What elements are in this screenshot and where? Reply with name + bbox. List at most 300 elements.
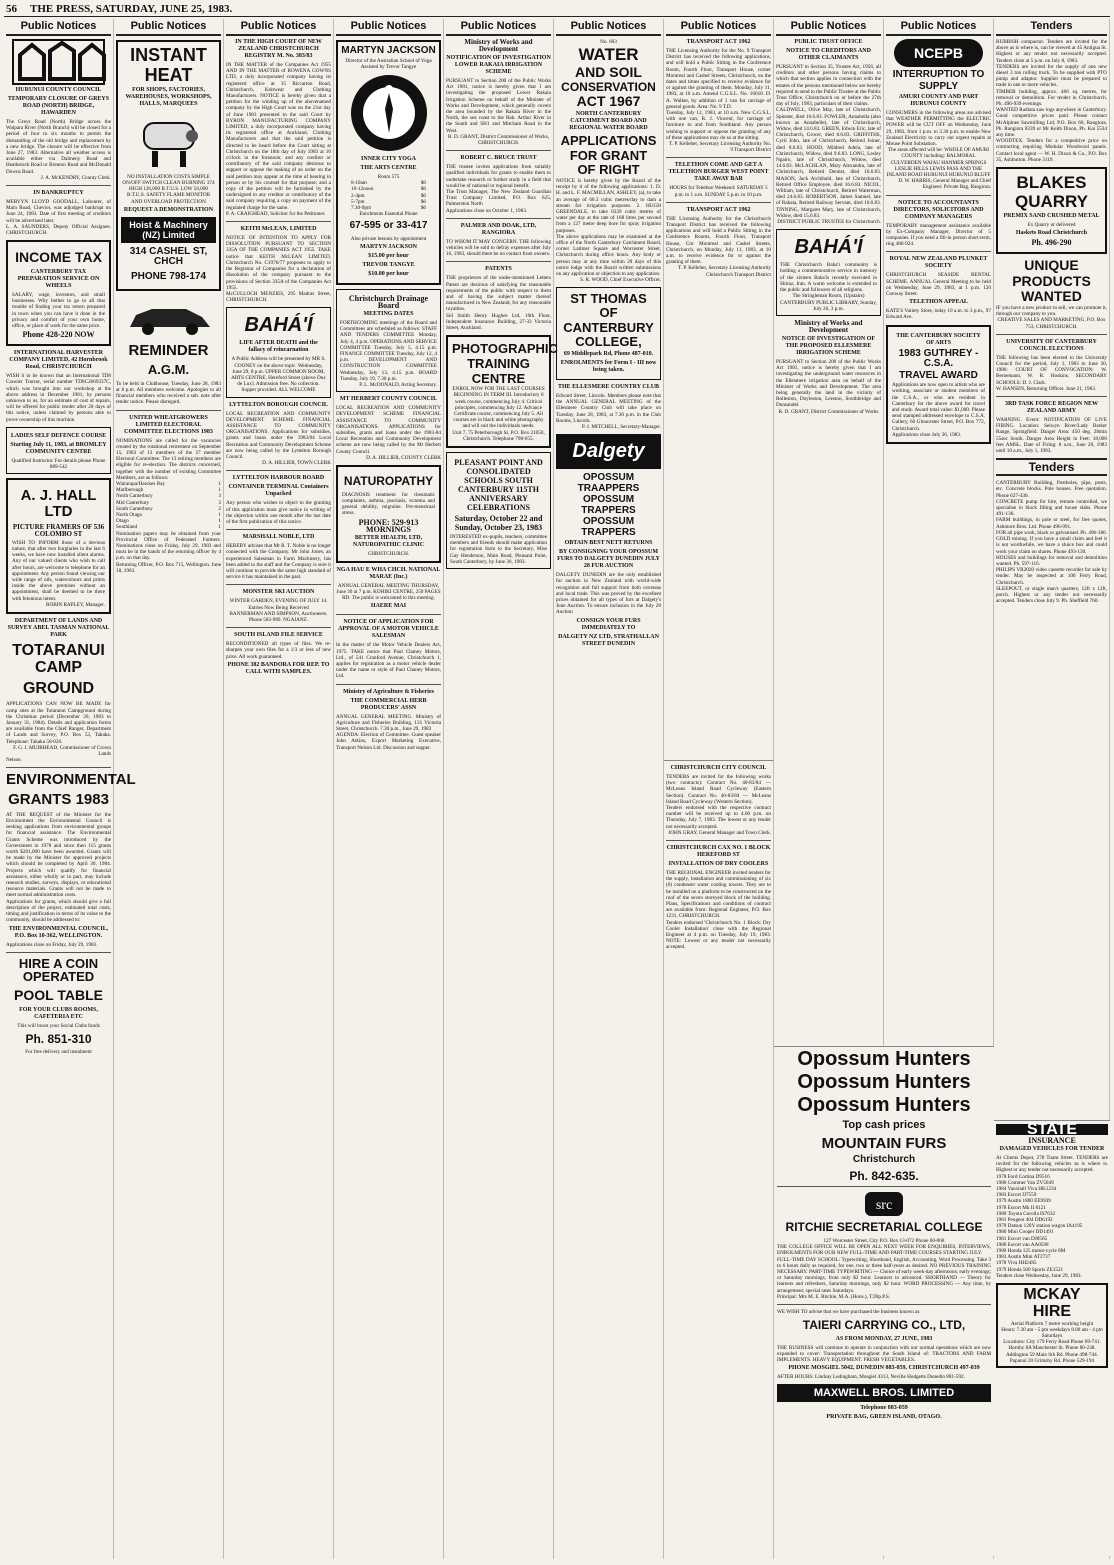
ritchie-body: THE COLLEGE OFFICE WILL BE OPEN ALL NEXT WEEK FOR ENQUIRIES, INTERVIEWS, ENROLMENTS FOR OUR NEW FULL-TIME AND PART-TIME COURSES STARTING JULY.	[777, 1244, 991, 1257]
env-heading-2: GRANTS 1983	[8, 791, 109, 809]
drainage-logo: Christchurch Drainage Board	[348, 294, 429, 311]
telethon-hours: HOURS for Telethon Weekend: SATURDAY 5 p.m. to 1 a.m. SUNDAY 5 p.m. to 10 p.m.	[669, 185, 768, 198]
vehicle-item: 1980 Escort van AA0598	[996, 1241, 1049, 1248]
uwc-heading: UNITED WHEATGROWERS LIMITED ELECTORAL COMMITTEE ELECTIONS 1983	[124, 414, 213, 435]
car-illustration	[126, 297, 211, 337]
unique-heading-1: UNIQUE	[1024, 256, 1079, 273]
harbour-sub: CONTAINER TERMINAL Containers Unpacked	[228, 484, 329, 498]
country-club-body: Edward Street, Lincoln. Members please note that the ANNUAL GENERAL MEETING of the Ellesmere Country Club will take place on Tuesday, June 28, 1983, at 7.30 p.m. in the Club Rooms, Lincoln.	[556, 392, 661, 424]
hurunui-logo	[12, 39, 105, 85]
pool-sub-2: This will boost your Social Clubs funds	[17, 1022, 100, 1029]
naturopathy-heading: NATUROPATHY	[343, 474, 434, 489]
photo-body: ENROL NOW FOR THE LAST COURSES BEGINNING IN TERM III. Introductory 8 week course, commencing July 4. Critical principles, commencing July 12. Advance Certificate course, commencing July 5. All courses are in black and white photography and will suit the individuals needs.	[452, 386, 545, 430]
env-body: AT THE REQUEST of the Minister for the Environment the Environmental Council is seeking applications from environmental groups for financial assistance. The Environmental Grants Scheme was introduced by the Government in 1978 and since then 115 grants worth $201,000 have been awarded. Grants will be made by the Minister for approved projects which should be completed by April 30, 1984. Projects which will qualify for financial assistance, either wholly or in part, may include research studies, surveys, displays, or educational resource materials. Grants will not be made to meet normal administration costs.	[6, 811, 111, 899]
public-trust-heading: PUBLIC TRUST OFFICE	[794, 39, 863, 45]
applications-heading-3: OF RIGHT	[577, 162, 640, 178]
district-name: North Canterbury	[116, 493, 153, 500]
bankruptcy-title: IN BANKRUPTCY	[33, 190, 84, 197]
hoist-address: 314 CASHEL ST, CHCH	[129, 245, 208, 268]
keith-heading: KEITH McLEAN, LIMITED	[240, 226, 317, 233]
opossum-line-2: OPOSSUM TRAPPERS	[581, 494, 636, 516]
bahai-logo: BAHÁ'Í	[244, 314, 313, 337]
csa-body: Applications are now open to artists who are working, associate or student members of the C.S.A., or who are resident in Canterbury for the above award for travel and study. Award total value: $1,000. Please send stamped addressed envelope to C.S.A. Gallery, 66 Gloucester Street, P.O. Box 772, Christchurch.	[892, 382, 985, 432]
marshall-heading: MARSHALL NOBLE, LTD	[242, 534, 315, 541]
closure-body: The Greys Road (North) Bridge across the Waipara River (North Branch) will be closed for a period of four to six months to permit the dismantling of the old bridge and replacement by a new bridge. The closure will be effective from June 27, 1983. Alternative all weather access is available either via Dalmeny Road and Heathstock Road or Brenton Road and McDonald Downs Road.	[6, 119, 111, 175]
mow-title-2: NOTICE OF INVESTIGATION OF THE PROPOSED ELLESMERE IRRIGATION SCHEME	[781, 335, 876, 356]
camp-place: Nelson	[6, 757, 21, 764]
yoga-teacher-2: MARTYN JACKSON	[360, 244, 417, 251]
blakes-heading-2: QUARRY	[1014, 191, 1089, 211]
env-body-2: Applications for grants, which should give a full description of the project, estimated total costs, timing and justification in terms of its value to the community, should be addressed to:	[6, 898, 111, 924]
applications-signer: S. R. WOOD, Chief Executive Officer.	[580, 277, 661, 284]
cax-title: INSTALLATION OF DRY COOLERS	[668, 861, 769, 868]
car-icon	[126, 297, 214, 337]
water-heading-1: WATER	[578, 45, 639, 65]
ritchie-address: 127 Worcester Street, City P.O. Box 13-072 Phone 60-068	[823, 1237, 945, 1244]
college-address: 69 Middlepark Rd, Phone 487-010.	[563, 350, 654, 357]
opossum-line-5: BY CONSIGNING YOUR OPOSSUM FURS TO DALGETY DUNEDIN JULY 28 FUR AUCTION	[557, 549, 660, 570]
interruption-signer: D. W. HARRIS, General Manager and Chief Engineer. Private Bag, Rangiora.	[898, 178, 991, 191]
naturopathy-clinic: BETTER HEALTH, LTD, NATUROPATHIC CLINIC	[352, 534, 425, 548]
ritchie-logo	[864, 1191, 904, 1217]
transport-body-2: Tuesday, July 12, 1983, at 10 a.m. New C.G.S.L. with one van, R. J. Vincent, for carriage of furniture to and from Southland. Any person wishing to support or oppose the granting of any of these applications may do so at the sitting.	[666, 110, 771, 141]
interruption-heading: INTERRUPTION TO	[892, 69, 985, 80]
pool-heading-1: HIRE A COIN OPERATED	[18, 955, 99, 985]
camp-heading-2: GROUND	[22, 679, 95, 697]
naturopathy-body: DIAGNOSIS treatment for rheumatic complaints, asthma, psoriasis, eczema and general debility, migraine. Pre-menstrual stress.	[342, 491, 435, 517]
timetable-fee: $6	[420, 180, 426, 187]
mow-title: NOTIFICATION OF INVESTIGATION LOWER RAKAIA IRRIGATION SCHEME	[446, 55, 551, 75]
opossum-line-3: OPOSSUM TRAPPERS	[581, 516, 636, 538]
mountain-furs: MOUNTAIN FURS	[821, 1134, 947, 1152]
column-4	[334, 19, 444, 1559]
uwc-body-2: Nomination papers may be obtained from your Provincial Office of Federated Farmers. Nominations close on Friday, July 29, 1983 and must be in the hands of the returning officer by 4 p.m. on that day.	[116, 530, 221, 562]
timetable-time: 2-4pm	[351, 192, 365, 199]
tax-service-name: CANTERBURY TAX PREPARATION SERVICE ON WHEELS	[17, 268, 100, 289]
bahai-logo-2: BAHÁ'Í	[794, 236, 863, 259]
pool-phone: Ph. 851-310	[25, 1031, 92, 1046]
mckay-logo-2: HIRE	[1032, 1302, 1072, 1320]
file-service-heading: SOUTH ISLAND FILE SERVICE	[234, 632, 323, 639]
mt-herbert-signer: D. A. HILLIER, COUNTY CLERK	[366, 454, 441, 461]
transport-2-heading: TRANSPORT ACT 1962	[686, 206, 751, 213]
council-name: HURUNUI COUNTY COUNCIL	[15, 87, 102, 93]
herb-body: ANNUAL GENERAL MEETING. Ministry of Agriculture and Fisheries Building, 131 Victoria Street, Christchurch. 7.30 p.m., June 29, 1983	[336, 713, 441, 732]
vehicle-item: 1979 Datsun 120Y station wagon IA4195	[996, 1223, 1083, 1230]
drainage-signer: P. L. McDONALD, Acting Secretary.	[359, 382, 437, 389]
vehicle-item: 1981 Peugeot 404 DD6192	[996, 1217, 1053, 1224]
tender-canterbury: CANTERBURY Building, Postholes, pipe, posts, etc. Concrete blocks. Pole houses. Free quotation. Phone 627-430.	[996, 480, 1107, 499]
accountants-body: TEMPORARY management assistance available by Ex-Company Manager, Director of 5 companies. If you need a fill-in person short-term, ring 486-924.	[886, 222, 991, 248]
state-logo-1: STATE	[996, 1124, 1108, 1135]
hall-signer: ROBIN RAPLEY, Manager.	[46, 601, 105, 608]
blakes-products: PREMIX SAND CRUSHED METAL	[1003, 212, 1100, 219]
closure-signer: J. A. McKENDRY, County Clerk.	[40, 174, 111, 181]
herb-heading: THE COMMERCIAL HERB PRODUCERS' ASSN	[350, 697, 427, 711]
heat-features: NO INSTALLATION COSTS SIMPLE ON/OFF SWITCH CLEAN BURNING 374 HIGH 126,000 B.T.U.S. LOW 56,000 B.T.U.S. SAFETY FLAME MONITOR AND OVERLOAD PROTECTION	[122, 173, 215, 205]
self-defence-contact: Qualified Instructor. For details please Phone 889-542	[11, 457, 106, 470]
opossum-consign: CONSIGN YOUR FURS IMMEDIATELY TO	[576, 617, 641, 631]
tender-concrete: CONCRETE pump for hire, remote controlled, we specialise in block filling and house slabs. Phone 491-136.	[996, 498, 1107, 518]
timetable-time: 5-7pm	[351, 198, 365, 205]
vehicle-item: 1984 Vauxhall Viva HK1234	[996, 1186, 1057, 1193]
vehicle-item: 1980 Commer Van ZV5049	[996, 1179, 1054, 1186]
yoga-emblem	[349, 73, 429, 153]
tender-houses: HOUSES and buildings for removal and demolition wanted. Ph. 597-116.	[996, 554, 1107, 567]
district-name: South Canterbury	[116, 505, 153, 512]
district-count: 3	[218, 493, 221, 500]
mt-herbert-body: LOCAL RECREATION AND COMMUNITY DEVELOPMENT SCHEME FINANCIAL ASSISTANCE TO COMMUNITY ORGANISATIONS. APPLICATIONS for subsidies, grants and loans under the 1983-84 Local Recreation and Community Development scheme are now being called by the Mt Herbert County Council.	[336, 405, 441, 455]
timetable-time: 7.30-9pm	[351, 204, 372, 211]
taieri-date: AS FROM MONDAY, 27 JUNE, 1983	[835, 1335, 933, 1342]
opossum-address: DALGETY NZ LTD, STRATHALLAN STREET DUNEDIN	[558, 633, 659, 647]
hoist-logo: Hoist & Machinery (NZ) Limited	[121, 217, 216, 243]
csa-award-1: 1983 GUTHREY - C.S.A.	[898, 347, 979, 370]
district-name: Otago	[116, 518, 129, 525]
patents-body: THE proprietors of the under-mentioned Letters Patent are desirous of satisfying the reasonable requirements of the public with respect to them and of having the subject matter thereof manufactured in New Zealand, for any reasonable royalties.	[446, 275, 551, 313]
city-council-signer: JOHN GRAY, General Manager and Town Clerk.	[668, 829, 771, 836]
ritchie-heading: RITCHIE SECRETARIAL COLLEGE	[785, 1220, 983, 1235]
column-header: Public Notices	[336, 19, 441, 36]
mckay-locations: Locations: City 179 Ferry Road Phone 69-741. Hornby 8A Manchester St. Phone 80-238. Addington 59 Main Sth Rd. Phone 498-744. Papanui 20 Grimsby Rd. Phone 529-194	[1003, 1339, 1101, 1364]
tenders-council-block	[664, 760, 774, 1556]
maxwell-telephone: Telephone 883-059	[860, 1404, 908, 1411]
tender-sleepout: SLEEPOUT, or single man's quarters, 12ft x 12ft, porch. Highest or any tender not necessarily accepted. Tenders close July 9. Ph. Sheffield 760.	[996, 585, 1107, 605]
mow-signer: R. D. GRANT, District Commissioner of Works, CHRISTCHURCH.	[447, 133, 550, 147]
catchment-board: NORTH CANTERBURY CATCHMENT BOARD AND REGIONAL WATER BOARD	[569, 111, 648, 132]
photo-heading-1: PHOTOGRAPHIC	[452, 341, 558, 357]
column-5	[444, 19, 558, 1559]
vehicle-item: 1980 Honda 125 motor-cycle 8M	[996, 1248, 1066, 1255]
telethon-appeal-heading: TELETHON APPEAL	[909, 299, 968, 306]
column-header: Tenders	[996, 19, 1107, 36]
reminder-heading: REMINDER	[128, 342, 209, 360]
tender-woodtex: WOODTEX. Tenders for a competitive price on contracting requiring Modular Woodwool panels. Contact local agent — W. H. Dixon & Co., P.O. Box 35, Ashburton. Phone 3119.	[996, 138, 1107, 163]
court-signer: P. A. CRAIGHEAD, Solicitor for the Petitioner.	[226, 210, 326, 217]
camp-body: APPLICATIONS CAN NOW BE MADE for camp sites at the Totaranui Campground during the Christmas period (December 20, 1983 to January 31, 1984). Details and application forms are available from the Chief Ranger, Department of Lands and Survey, P.O. Box 53, Takaka. Telephone: Takaka 58-026.	[6, 701, 111, 745]
blakes-delivery: Ex Quarry or delivered	[1027, 221, 1076, 228]
ncepb-logo: NCEPB	[894, 39, 983, 67]
opossum-line-1: OPOSSUM TRAAPPERS	[577, 472, 640, 494]
drainage-heading: MEETING DATES	[363, 311, 414, 318]
yoga-teacher: MARTYN JACKSON	[341, 45, 436, 56]
timetable-time: 8-10am	[351, 180, 367, 187]
env-closing: Applications close on Friday, July 29, 1983.	[6, 941, 98, 948]
page-number: 56	[6, 3, 17, 15]
naturopathy-phone: PHONE: 529-913 MORNINGS	[358, 517, 419, 534]
file-service-phone: PHONE 382 BANDORA FOR REP. TO CALL WITH SAMPLES.	[227, 661, 330, 675]
taieri-after-hours: AFTER HOURS: Lindsay Ledingham, Mosgiel 4313, Neville Hodgetts Dunedin 881-592.	[777, 1374, 965, 1381]
self-defence-title: LADIES SELF DEFENCE COURSE	[10, 432, 107, 439]
hall-heading: A. J. HALL LTD	[20, 487, 97, 520]
ski-auction-signer: BANNERMAN AND SIMPSON, Auctioneers. Phone 583-989. NGAIANZ.	[229, 610, 328, 623]
college-heading-3: COLLEGE,	[575, 334, 642, 350]
university-heading: UNIVERSITY OF CANTERBURY COUNCIL ELECTIONS	[1006, 338, 1097, 352]
state-title: DAMAGED VEHICLES FOR TENDER	[999, 1146, 1105, 1152]
herb-agenda: AGENDA: Election of Committee. Guest speaker John Atkins, Export Marketing Executive, Transport Nelson Ltd. Discussion and supper.	[336, 732, 441, 751]
src-logo-icon	[864, 1191, 904, 1217]
blakes-address: Haskets Road Christchurch	[1015, 229, 1088, 236]
pool-footer: For free delivery and instalment	[25, 1049, 92, 1056]
opossum-cash: Top cash prices	[842, 1119, 926, 1131]
page-title: THE PRESS, SATURDAY, JUNE 25, 1983.	[30, 3, 233, 15]
vehicle-item: 1978 Escort Mk II 8121	[996, 1204, 1046, 1211]
heater-illustration	[134, 111, 204, 171]
yoga-enrol: Enrolments Essential Phone	[359, 211, 418, 218]
army-body: WARNING. Event: NOTIFICATION OF LIVE FIRING. Location: Selwyn River/Lady Barker Range, Springfield. Danger Area: 450 deg. 28min 55sec South. Danger Area Height in Feet: 18,000 feet AMSL. Date of Firing: 8 a.m., June 28, 1983 until 10 a.m., July 1, 1983.	[996, 417, 1107, 455]
mt-herbert-heading: MT HERBERT COUNTY COUNCIL	[339, 396, 438, 403]
vehicle-item: 1979 Austin 1800 EE9939	[996, 1198, 1051, 1205]
university-body: THE following has been elected to the University Council for the period, July 1, 1983 to June 30, 1986: COURT OF CONVOCATION: W. Bernemann, W. R. Hoskins. SECONDARY SCHOOLS: D. J. Clark.	[996, 354, 1107, 386]
unique-heading-2: PRODUCTS	[1012, 272, 1091, 289]
heat-heading-1: INSTANT	[130, 45, 207, 65]
camp-signer: F. G. J. MUIRHEAD, Commissioner of Crown Lands	[13, 744, 111, 757]
tenders-mid-header: Tenders	[996, 458, 1107, 476]
opossum-hunters-2: Opossum Hunters	[797, 1071, 971, 1093]
lyttelton-body: LOCAL RECREATION AND COMMUNITY DEVELOPMENT SCHEME. FINANCIAL ASSISTANCE TO COMMUNITY ORGANISATIONS. Applications for subsidies, grants and loans under the 1983/84 Local Recreation and Community Development Scheme are now being called by the Lyttelton Borough Council.	[226, 410, 331, 460]
self-defence-dates: Starting July 11, 1983, at BROMLEY COMMUNITY CENTRE	[10, 441, 107, 455]
maf-logo: Ministry of Agriculture & Fisheries	[343, 688, 434, 695]
marae-body: ANNUAL GENERAL MEETING THURSDAY, June 30 at 7 p.m. KOHIKI CENTRE, 250 PAGES RD. The public is welcomed to this meeting.	[336, 582, 441, 602]
yoga-fee-1: $15.00 per hour	[368, 253, 409, 260]
state-logo-2: INSURANCE	[1028, 1136, 1076, 1145]
college-heading-1: ST THOMAS OF	[570, 291, 647, 321]
yoga-private: Also private lessons by appointment	[350, 235, 427, 242]
tender-gold: GOLD mining. If you have a small claim and feel it is not worthwhile, we have a sluice box and could work your claim on shares. Phone 493-130.	[996, 536, 1107, 555]
district-list	[116, 481, 221, 531]
state-close: Tenders close Wednesday, June 29, 1983.	[996, 1272, 1082, 1279]
estates-list: CALDWELL, Olive May, late of Christchurch, Spinster, died 16.6.83. FOWLER, Annabella (also known as Annabelle), late of Christchurch, Widow, died 14.6.83. GREEN, Edwin Eric, late of Christchurch, Grocer, died 8.6.83. GRIFFITHS, Cyril John, late of Christchurch, Retired Joiner, died 8.6.83. HOOD, Mildred Adela, late of Christchurch, Widow, died 9.6.83. LONG, Lesley Ngairo, late of Christchurch, Widow, died 14.6.83. McLACHLAN, Mary Alexandra, late of Christchurch, Retired Dentist, died 16.6.83. MASON, Jack Archibald, late of Christchurch, Retired Office Employee, died 16.6.83. NICOL, William, late of Christchurch, Retired Waterman, died 24.6.83. ROBERTSON, James Samuel, late of Rakaia, Retired Railway Servant, died 10.6.83. TINNING, Margaret Mary, late of Christchurch, Widow, died 15.6.83.	[776, 107, 881, 219]
mow-body-2: PURSUANT to Section 200 of the Public Works Act 1981, notice is hereby given that I am investigating the underground water resources in the Ellesmere irrigation area on behalf of the Minister of Works and Development. The area being generally the land in the vicinity of Rolleston, Doyleston, Leeston, Southbridge and Dunsandel.	[776, 358, 881, 409]
interruption-heading-2: SUPPLY	[918, 80, 959, 92]
timetable-fee: $6	[420, 192, 426, 199]
college-heading-2: CANTERBURY	[563, 319, 654, 335]
pleasant-body: INTERESTED ex-pupils, teachers, committee members and friends should make application for registration form to the Secretary, Miss Gay Henderson, Main Road, Pleasant Point, South Canterbury, by June 30, 1983.	[450, 534, 547, 565]
ritchie-body-2: FULL-TIME DAY SCHOOL: Typewriting, Shorthand, English, Accounting, Word Processing. Take 3 to 6 hours daily as required, for one, two or three half-years as desired. NO PREVIOUS TRAINING NECESSARY. PART-TIME TYPEWRITING — Choice of early week-day afternoons; early evenings; or Saturday mornings, from only $2 hour. Learners to advanced. SHORTHAND — Theory for learners and refreshers, Saturday mornings, only $2 hour. WORD PROCESSING — Any time, by arrangement; special rates Saturdays.	[777, 1256, 991, 1294]
uwc-body: NOMINATIONS are called for the vacancies created by the rotational retirement on September 15, 1983 of 13 members of the 27 member Electoral Committee. The 13 retiring members are eligible for re-election. The districts concerned, together with the number of existing Committee Members, are as follows:	[116, 437, 221, 481]
yoga-room: Room 575	[377, 173, 400, 180]
csa-close: Applications close July 26, 1983.	[892, 431, 962, 438]
maxwell-logo: MAXWELL BROS. LIMITED	[777, 1384, 991, 1402]
heat-uses: FOR SHOPS, FACTORIES, WAREHOUSES, WORKSHOPS, HALLS, MARQUEES	[125, 86, 212, 107]
naturopathy-city: CHRISTCHURCH.	[367, 550, 410, 557]
motor-body: In the matter of the Motor Vehicle Dealers Act, 1975. TAKE notice that Paul Chaney Motors, Ltd., of 541 Cranford Avenue, Christchurch 1, applies for registration as a motor vehicle dealer under the name or style of Paul Chaney Motors, Ltd.	[336, 642, 441, 680]
photo-address: Unit 7, 75 Peterborough St, P.O. Box 21050, Christchurch. Telephone 798-655.	[452, 429, 545, 442]
district-name: Marlborough	[116, 487, 144, 494]
city-council-body-2: Tenders endorsed with the respective contract number will be received up to 4.00 p.m. on Thursday, July 7, 1983. The lowest or any tender not necessarily accepted.	[666, 805, 771, 830]
yoga-phones: 67-595 or 33-417	[349, 220, 428, 232]
tender-wanted: WANTED Radiata saw logs anywhere in Canterbury. Good competitive prices paid. Please contact McAlpines Sawmilling Ltd, P.O. Box 60, Rangiora. Ph. Rangiora 8339 or Mr Keith Dixon, Ph. Kai 5534 any time.	[996, 107, 1107, 139]
unique-heading-3: WANTED	[1021, 288, 1082, 305]
column-header: Public Notices	[666, 19, 771, 36]
harvester-body: WISH it to be known that an International TD8 Crawler Tractor, serial number TD8C2669337C, which was brought into our workshop at the above address in December 1981, by persons unknown to us, for an estimate of cost of repairs, will be offered for public tender after 28 days of this notice, unless claimed by persons able to prove ownership of this machine.	[6, 373, 111, 423]
country-club-heading: THE ELLESMERE COUNTRY CLUB	[557, 383, 660, 390]
mountain-furs-city: Christchurch	[852, 1154, 916, 1166]
creditors-body: PURSUANT to Section 35, Trustee Act, 1956, all creditors and other persons having claims to which that section applies in connection with the estates of the persons mentioned below are hereby required to send to the Public Trustee at the Public Trust Office, Christchurch on or before the 27th day of July, 1983, particulars of their claims.	[776, 64, 881, 108]
pool-heading-2: POOL TABLE	[14, 986, 103, 1003]
transport-2-body: THE Licensing Authority for the Christchurch Transport District has received the following applications and will hold a Public Sitting in the Conference Rooms, Fourth Floor, Transport House, Cnr Montreal and Cashel Streets, Christchurch, on Monday, July 11, 1983, at 10 a.m. to receive evidence for or against the granting of them.	[666, 215, 771, 266]
photo-heading-3: CENTRE	[471, 370, 526, 386]
court-body: IN THE MATTER of the Companies Act 1955 AND IN THE MATTER of ROWENA GOWNS LTD, a duly incorporated company having its registered office at 35 Riccarton Road, Christchurch, Knitwear and Clothing Manufacturers. NOTICE is hereby given that a petition for the winding up of the abovenamed company by the High Court was on the 21st day of June 1983 presented to the said Court by BYRON MANUFACTURING COMPANY LIMITED, a duly incorporated company having its registered office at Auckland, Clothing Manufacturers and that the said petition is directed to be heard before the Court sitting at Christchurch on the 18th day of July 1983 at 10 o'clock in the forenoon; and any creditor or contributory of the said company desirous to support or oppose the making of an order on the said petition may appear at the time of hearing in person or by his counsel for that purpose; and a copy of the petition will be furnished by the undersigned to any creditor or contributory of the said company requiring a copy on payment of the regulated charge for the same.	[226, 62, 331, 211]
opossum-hunters-1: Opossum Hunters	[797, 1048, 971, 1070]
mountain-furs-phone: Ph. 842-635.	[849, 1168, 919, 1183]
hall-body: WISH TO INFORM those of a devious nature, that after two burglaries in the last 6 weeks, we have now installed silent alarms. Any of our valued clients who wish to call after hours, are welcome to telephone for an appointment. Any person found viewing our wide range of oils, watercolours and prints inside the above premises without an appointment, shall be deemed to be there with felonious intent.	[12, 539, 105, 602]
bahai-body-2: THE Christchurch Baha'i community is holding a commemorative service in memory of the sixteen Baha'is recently executed in Shiraz, Iran. A warm welcome is extended to the public and followers of all religions.	[780, 262, 877, 294]
district-name: Mid Canterbury	[116, 499, 150, 506]
district-count: 3	[218, 499, 221, 506]
vehicle-item: 1983 Escort IJ7559	[996, 1192, 1037, 1199]
yoga-venue: THE ARTS CENTRE	[360, 164, 417, 171]
district-name: Wairarapa/Hawkes Bay	[116, 480, 165, 487]
court-heading: IN THE HIGH COURT OF NEW ZEALAND CHRISTCHURCH REGISTRY M. No. 383/83	[235, 39, 322, 59]
pool-sub: FOR YOUR CLUBS ROOMS, CAFETERIA ETC	[19, 1006, 98, 1020]
tender-truck: TENDERS are invited for the supply of one new diesel 3 ton rolling truck. To be supplied with PTO pump and adaptor. Supplier must be prepared to trade in one or more vehicles.	[996, 63, 1107, 89]
closure-title: TEMPORARY CLOSURE OF GREYS ROAD (NORTH) BRIDGE, HAWARDEN	[7, 96, 110, 116]
vehicle-item: 1978 Viva HH2485	[996, 1260, 1037, 1267]
drainage-body: FORTHCOMING meetings of the Board and Committees are scheduled as follows: STAFF AND TENDERS COMMITTEE Monday, July 4, 4 p.m. OPERATIONS AND SERVICE COMMITTEE Tuesday, July 5, 4.15 p.m. FINANCE COMMITTEE Tuesday, July 12, 4 p.m. DEVELOPMENT AND CONSTRUCTION COMMITTEE Wednesday, July 13, 4.15 p.m. BOARD Tuesday, July 19, 7.30 p.m.	[340, 320, 437, 382]
trust-close: Applications close on October 1, 1983.	[446, 207, 528, 214]
notice-number: No. 603	[600, 39, 617, 45]
timetable-time: 10-12noon	[351, 186, 374, 193]
keith-body: NOTICE OF INTENTION TO APPLY FOR DISSOLUTION PURSUANT TO SECTION 335A OF THE COMPANIES ACT 1955. TAKE notice that KEITH McLEAN LIMITED, Christchurch No. C1976/77 proposes to apply to the Registrar of Companies for a declaration of dissolution of the company pursuant to the provisions of Section 335A of the Companies Act 1955.	[226, 235, 331, 291]
reminder-body: To be held in Clubhouse, Tuesday, June 28, 1983 at 8 p.m. All members welcome. Apologies to all financial members who received a sub. note after tender notice. Please disregard.	[116, 380, 221, 406]
yoga-fee-2: $10.00 per hour	[368, 271, 409, 278]
harvester-heading: INTERNATIONAL HARVESTER COMPANY LIMITED, 42 Hornbrook Road, CHRISTCHURCH	[9, 350, 108, 371]
city-council-body: TENDERS are invited for the following works (two contracts): Contract No. 40-83/84 — McLeans Island Road Cycleway (Eastern Section). Contract No. 40-83/84 — McLeans Island Road Cycleway (Western Section).	[666, 774, 771, 805]
timetable-fee: $6	[420, 186, 426, 193]
column-3	[224, 19, 334, 1559]
applications-heading-1: APPLICATIONS	[560, 133, 657, 149]
lyttelton-signer: D. A. HILLIER, TOWN CLERK	[262, 460, 331, 467]
public-trust-signer: DISTRICT PUBLIC TRUSTEE for Christchurch.	[777, 219, 881, 226]
env-heading-1: ENVIRONMENTAL	[6, 771, 136, 789]
cax-heading: CHRISTCHURCH CAX NO. 1 BLOCK HEREFORD ST	[666, 845, 771, 859]
university-signer: W. HANSEN, Returning Officer. June 21, 1983.	[996, 385, 1097, 392]
tender-farm: FARM buildings, in pole or steel, for free quotes, Ashmore Bros. Ltd. Phone 496-991.	[996, 517, 1107, 530]
trust-heading: ROBERT C. BRUCE TRUST	[460, 155, 537, 162]
column-header: Public Notices	[446, 19, 551, 36]
district-count: 1	[218, 511, 221, 518]
heat-heading-2: HEAT	[144, 64, 193, 85]
timetable-fee: $6	[420, 198, 426, 205]
mckay-aerial: Aerial Platform 7 metre working height	[1010, 1320, 1094, 1327]
cax-close: Tenders endorsed 'Christchurch No. 1 Block: Dry Cooler Installation' close with the Regional Engineer at 4 p.m. on Tuesday, July 19, 1983. NOTE: Lowest or any tender not necessarily accepted.	[666, 919, 771, 951]
column-header: Public Notices	[116, 19, 221, 36]
tender-rubbish: RUBBISH compactor. Tenders are invited for the above as is where is, can be viewed at 45 Antigua St. Highest or any tender not necessarily accepted. Tenders close at 5 p.m. on July 8, 1983.	[996, 39, 1107, 64]
lyttelton-heading: LYTTELTON BOROUGH COUNCIL	[229, 401, 328, 408]
creditors-title: NOTICE TO CREDITORS AND OTHER CLAIMANTS	[786, 48, 871, 61]
ski-auction-body: WINTER GARDEN, EVENING OF JULY 14. Entries Now Being Received	[229, 598, 328, 611]
district-count: 1	[218, 518, 221, 525]
yoga-assistant-2: TREVOR TANGYE	[362, 262, 415, 269]
water-heading-3: CONSERVATION	[561, 79, 656, 94]
applications-body-2: The above applications may be examined at the office of the North Canterbury Catchment Board, corner Latimer Square and Worcester Street, Christchurch during office hours. Any body or person may at any time within 28 days of this notice lodge with the Board written submissions on any application or objection to any application.	[556, 233, 661, 277]
csa-heading: THE CANTERBURY SOCIETY OF ARTS	[896, 332, 981, 346]
army-heading: 3RD TASK FORCE REGION NEW ZEALAND ARMY	[1004, 401, 1099, 415]
column-header: Public Notices	[776, 19, 881, 36]
camp-heading-1: TOTARANUI CAMP	[12, 641, 105, 676]
vehicle-item: 1980 Toyota Corolla IS7632	[996, 1210, 1056, 1217]
opossum-hunters-3: Opossum Hunters	[797, 1094, 971, 1116]
harbour-body: Any person who wishes to object to the granting of this application must give notice in writing of the objection within one month after the last date of the first publication of this notice.	[226, 500, 331, 525]
water-heading-2: AND SOIL	[575, 64, 642, 81]
hall-subheading: PICTURE FRAMERS OF 536 COLOMBO ST	[12, 522, 105, 538]
column-header: Public Notices	[556, 19, 661, 36]
vehicle-item: 1983 Austin Mini AT2737	[996, 1254, 1051, 1261]
ski-auction-heading: MONSTER SKI AUCTION	[242, 589, 315, 596]
mow-logo: Ministry of Works and Development	[464, 38, 533, 53]
patents-signer: Sid Smith Henry Hughes Ltd, 10th Floor, Independent Insurance Building, 27-33 Victoria Street, Auckland.	[446, 312, 551, 332]
district-name: Southland	[116, 524, 138, 531]
city-council-heading: CHRISTCHURCH CITY COUNCIL	[670, 765, 767, 771]
trust-signer: The Trust Manager, The New Zealand Guardian Trust Company Limited, P.O. Box 625, Palmerston North	[446, 189, 551, 208]
pleasant-heading: PLEASANT POINT AND CONSOLIDATED SCHOOLS SOUTH CANTERBURY 115TH ANNIVERSARY CELEBRATIONS	[454, 458, 543, 513]
uwc-signer: Returning Officer, P.O. Box 715, Wellington. June 18, 1983.	[116, 561, 221, 574]
tax-phone: Phone 428-220 NOW	[22, 330, 95, 340]
taieri-heading: TAIERI CARRYING CO., LTD,	[802, 1318, 966, 1333]
masthead	[4, 3, 1110, 17]
timetable-fee: $6	[420, 204, 426, 211]
patents-heading: PATENTS	[485, 266, 512, 273]
env-address: THE ENVIRONMENTAL COUNCIL, P.O. Box 10-362, WELLINGTON.	[8, 925, 109, 939]
taieri-phones: PHONE MOSGIEL 5042, DUNEDIN 883-059, CHRISTCHURCH 497-039	[788, 1365, 980, 1372]
vehicle-item: 1981 Escort van DJ8565	[996, 1235, 1048, 1242]
keith-signer: McCULLOCH MENZIES, 295 Madras Street, CHRISTCHURCH.	[226, 290, 331, 304]
mow-signer-2: R. D. GRANT, District Commissioner of Works	[778, 408, 879, 415]
vehicle-item: 1979 Honda 500 Sports ZE1521	[996, 1266, 1064, 1273]
transport-body: THE Licensing Authority for the No. 9 Transport District has received the following applications, and will hold a Public Sitting in the Conference Room, Fourth Floor, Transport House, corner Montreal and Cashel Streets, Christchurch, on the dates and times specified to receive evidence for or against the granting of them. Monday, July 11, 1983, at 10 a.m. Amend C.G.S.L. No. 16010. D. A. Walker, by addition of 1 van for carriage of general goods. Area: No. 9 T.D.	[666, 48, 771, 110]
photo-heading-2: TRAINING	[467, 355, 530, 371]
ritchie-signer: Principal: Mrs M. E. Ritchie, M.A. (Hons.), T.Dip.P.S.	[777, 1293, 891, 1300]
transport-heading: TRANSPORT ACT 1962	[686, 39, 751, 45]
hoist-phone: PHONE 798-174	[130, 270, 207, 282]
reminder-agm: A.G.M.	[147, 362, 190, 378]
transport-signer: T. P. Kelleher, Secretary Licensing Authority No. 9 Transport District	[669, 141, 771, 154]
income-tax-heading: INCOME TAX	[15, 249, 102, 266]
blakes-heading-1: BLAKES	[1016, 173, 1087, 193]
mckay-hours: Hours: 7.30 am - 5 pm weekdays 8.00 am - 4 pm Saturdays	[1001, 1326, 1103, 1340]
csa-award-2: TRAVEL AWARD	[899, 369, 978, 381]
wide-ad-block	[774, 1046, 994, 1556]
file-service-body: RECONDITIONED all types of files. We re-sharpen your own files for a 1/3 or less of new price. All work guaranteed.	[226, 641, 331, 660]
mow-body: PURSUANT to Section 200 of the Public Works Act 1981, notice is hereby given that I am investigating the proposed Lower Rakaia Irrigation Scheme on behalf of the Minister of Works and Development, which generally covers the area bounded by the Rakaia River in the North, the sea coast to the Rak. Arthur River in the South and SH1 and Mitcham Road in the West.	[446, 78, 551, 134]
accountants-heading: NOTICE TO ACCOUNTANTS DIRECTORS, SOLICITORS AND COMPANY MANAGERS	[893, 199, 984, 220]
pleasant-dates: Saturday, October 22 and Sunday, October 23, 1983	[454, 514, 543, 533]
water-heading-4: ACT 1967	[576, 93, 641, 110]
marshall-body: HEREBY advises that Mr R. T. Noble is no longer connected with the Company. Mr John Jones, an experienced Salesman in Farm Machinery, has been added to the staff and the Company is sure it will continue to provide the same high standard of service it has maintained in the past.	[226, 543, 331, 581]
palmer-body: TO WHOM IT MAY CONCERN. THE following vehicles will be sold to defray expenses after July 16, 1983, should there be no contact from owners.	[446, 238, 551, 258]
vehicle-list	[996, 1174, 1108, 1273]
vehicle-item: 1980 Mini Cooper DD1491	[996, 1229, 1054, 1236]
bahai-title: LIFE AFTER DEATH and the fallacy of reincarnation	[239, 340, 318, 354]
college-enrol: ENROLMENTS for Form I - III now being taken.	[560, 359, 657, 373]
yoga-assistant: Assisted by Trevor Tangye	[360, 63, 417, 70]
tenders-lower-block	[994, 1120, 1110, 1556]
district-count: 1	[218, 487, 221, 494]
telethon-appeal-body: KATE'S Variety Store, today 10 a.m. to 3 p.m., 97 Edward Ave.	[886, 308, 991, 321]
vehicle-item: 1978 Ford Cortina D9516	[996, 1173, 1050, 1180]
heater-icon	[134, 111, 204, 171]
svg-text:src: src	[875, 1198, 893, 1214]
trust-body: THE trustee invites applications from suitably qualified individuals for grants to enable them to undertake research or further study in a field that would be of national or regional benefit.	[446, 164, 551, 189]
telethon-heading: TELETHON COME AND GET A TELETHON BURGER WEST POINT TAKE AWAY BAR	[668, 162, 769, 183]
opossum-body: DALGETY DUNEDIN are the only established fur auction in New Zealand with world-wide recognition and full support from both overseas and local trade. This was proved by the excellent prices obtained for all types of furs at Dalgety's June Auction. To ensure inclusion in the July 28 Auction	[556, 572, 661, 616]
column-header: Public Notices	[226, 19, 331, 36]
unique-body: IF you have a new product to sell, we can promote it, through our company to you.	[996, 305, 1107, 318]
lands-dept: DEPARTMENT OF LANDS AND SURVEY ABEL TASMAN NATIONAL PARK	[7, 617, 110, 638]
yoga-emblem-icon	[349, 73, 429, 153]
yoga-teacher-title: Director of the Australian School of Yoga	[345, 57, 432, 64]
